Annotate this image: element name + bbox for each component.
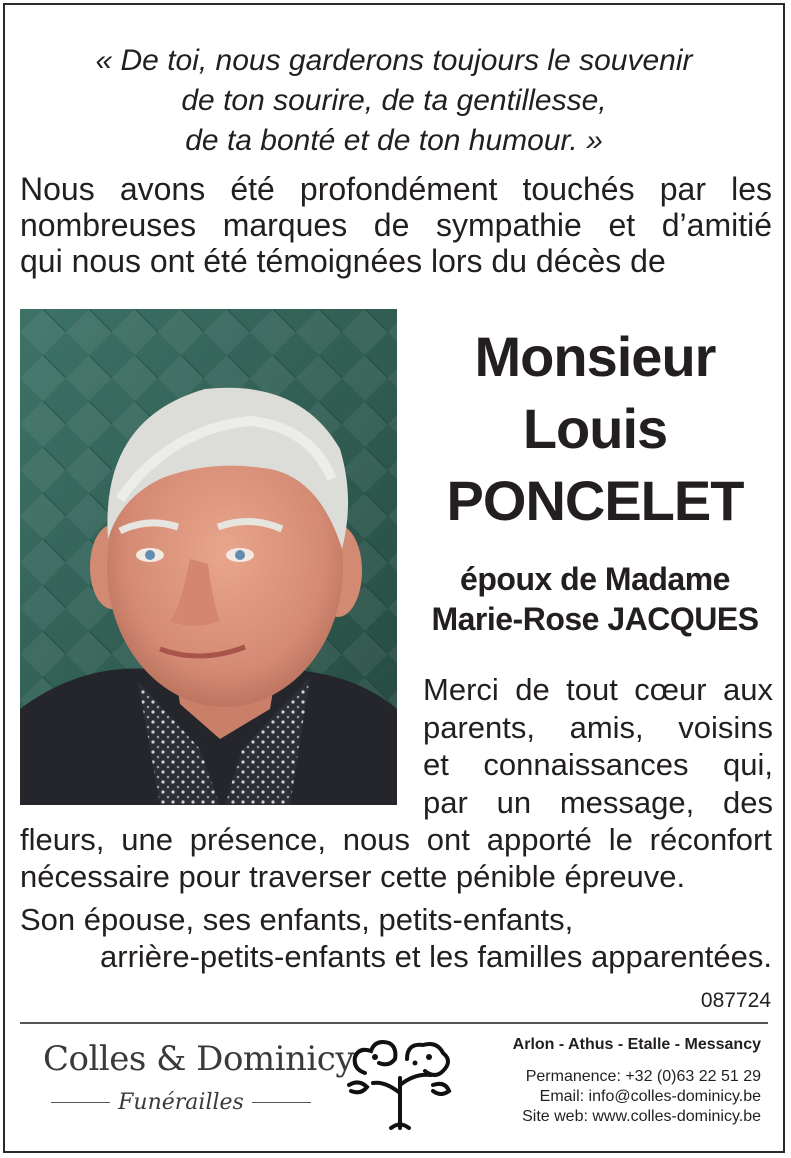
quote	[5, 41, 783, 161]
deceased-title: Monsieur	[474, 325, 716, 388]
permanence-phone: Permanence: +32 (0)63 22 51 29	[525, 1068, 761, 1085]
divider	[252, 1102, 311, 1103]
towns: Arlon - Athus - Etalle - Messancy	[512, 1036, 761, 1053]
thanks-line: nécessaire pour traverser cette pénible épreuve.	[20, 859, 686, 894]
family-signature	[20, 901, 772, 975]
tree-icon	[345, 1033, 455, 1136]
thanks-line: fleurs, une présence, nous ont apporté le réconfort	[20, 822, 772, 857]
contact-info	[513, 1035, 761, 1127]
funeral-home-subtitle: Funérailles	[118, 1089, 244, 1115]
quote-line: de ta bonté et de ton humour. »	[185, 124, 603, 157]
thanks-text	[423, 671, 773, 821]
thanks-line: parents, amis, voisins	[423, 709, 773, 745]
family-line: Son épouse, ses enfants, petits-enfants,	[20, 902, 574, 937]
thanks-text-continued	[20, 821, 772, 895]
reference-number: 087724	[700, 989, 771, 1012]
spouse-info	[405, 559, 785, 639]
divider	[51, 1102, 110, 1103]
family-line: arrière-petits-enfants et les familles apparentées.	[100, 939, 772, 974]
spouse-line: époux de Madame	[460, 561, 730, 597]
divider	[20, 1022, 768, 1024]
quote-line: de ton sourire, de ta gentillesse,	[181, 84, 607, 117]
thanks-line: Merci de tout cœur aux	[423, 672, 773, 707]
spouse-line: Marie-Rose JACQUES	[431, 601, 759, 637]
deceased-name	[405, 321, 785, 537]
deceased-first-name: Louis	[522, 397, 668, 460]
obituary-card	[3, 3, 785, 1153]
funeral-home-name: Colles & Dominicy	[43, 1039, 355, 1079]
intro-line: qui nous ont été témoignées lors du décès de	[20, 243, 666, 279]
portrait-photo	[20, 309, 397, 805]
contact-website: Site web: www.colles-dominicy.be	[522, 1108, 761, 1125]
deceased-last-name: PONCELET	[446, 469, 744, 532]
intro-line: nombreuses marques de sympathie et d’amitié	[20, 207, 772, 243]
intro-line: Nous avons été profondément touchés par les	[20, 171, 772, 207]
quote-line: « De toi, nous garderons toujours le souvenir	[95, 44, 693, 77]
thanks-line: par un message, des	[423, 784, 773, 820]
contact-email: Email: info@colles-dominicy.be	[539, 1088, 761, 1105]
thanks-line: et connaissances qui,	[423, 747, 773, 782]
funeral-home-subtitle-row	[43, 1087, 319, 1117]
intro-text	[20, 171, 772, 279]
